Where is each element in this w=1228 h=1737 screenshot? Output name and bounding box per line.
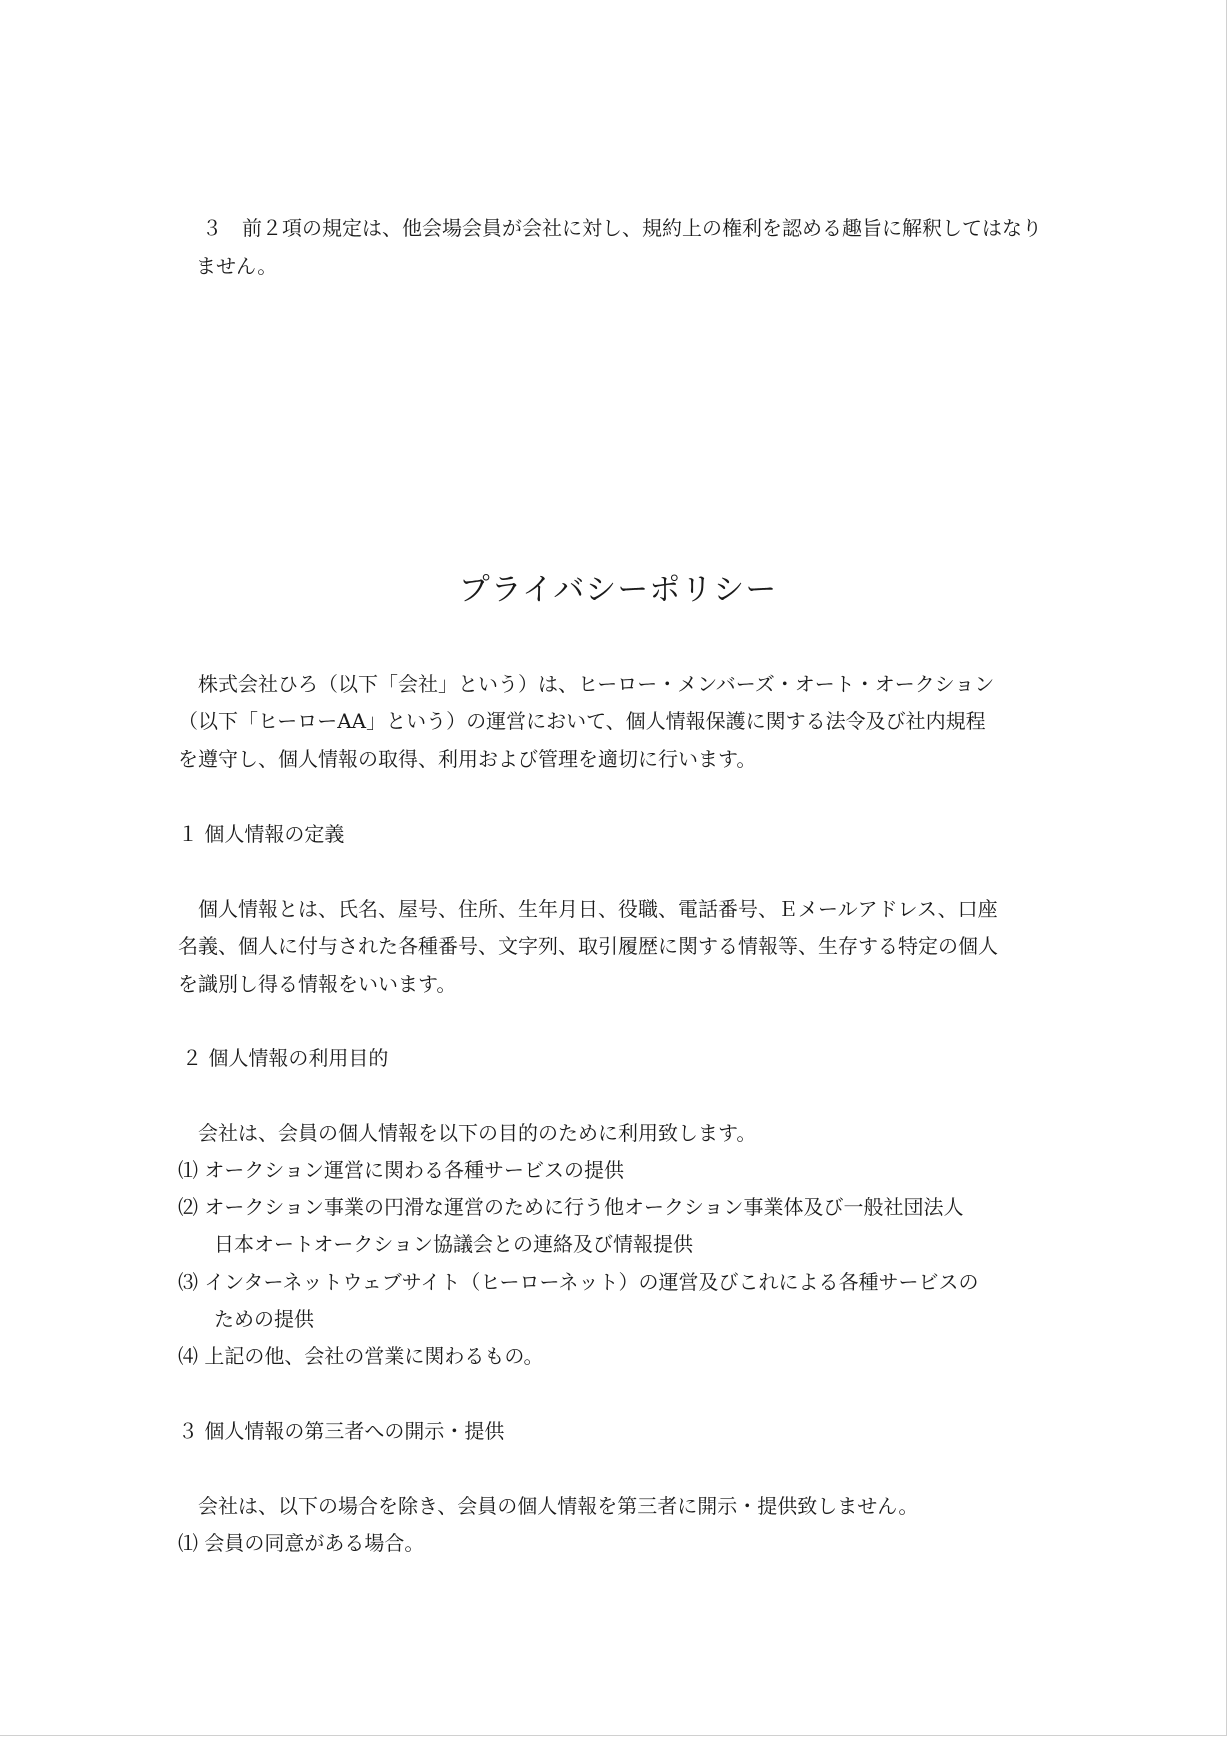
- section1-line-2: 名義、個人に付与された各種番号、文字列、取引履歴に関する情報等、生存する特定の個人: [178, 934, 998, 958]
- section2-item-4: ⑷ 上記の他、会社の営業に関わるもの。: [178, 1344, 544, 1368]
- prev-clause-line-1: ３ 前２項の規定は、他会場会員が会社に対し、規約上の権利を認める趣旨に解釈してはなり: [202, 216, 1042, 240]
- section3-lead: 会社は、以下の場合を除き、会員の個人情報を第三者に開示・提供致しません。: [198, 1494, 919, 1518]
- intro-line-1: 株式会社ひろ（以下「会社」という）は、ヒーロー・メンバーズ・オート・オークション: [198, 672, 995, 696]
- intro-line-2: （以下「ヒーローAA」という）の運営において、個人情報保護に関する法令及び社内規程: [178, 709, 986, 733]
- section2-item-1: ⑴ オークション運営に関わる各種サービスの提供: [178, 1158, 624, 1182]
- section1-line-3: を識別し得る情報をいいます。: [178, 972, 457, 996]
- section3-heading: ３ 個人情報の第三者への開示・提供: [178, 1419, 505, 1443]
- section1-line-1: 個人情報とは、氏名、屋号、住所、生年月日、役職、電話番号、Ｅメールアドレス、口座: [198, 897, 998, 921]
- section1-heading: １ 個人情報の定義: [178, 822, 345, 846]
- section2-item-3-line-1: ⑶ インターネットウェブサイト（ヒーローネット）の運営及びこれによる各種サービスの: [178, 1270, 979, 1294]
- prev-clause-line-2: ません。: [196, 254, 278, 278]
- section2-item-2-line-1: ⑵ オークション事業の円滑な運営のために行う他オークション事業体及び一般社団法人: [178, 1195, 964, 1219]
- intro-line-3: を遵守し、個人情報の取得、利用および管理を適切に行います。: [178, 747, 757, 771]
- page-title: プライバシーポリシー: [458, 572, 778, 608]
- section2-item-3-line-2: ための提供: [214, 1307, 314, 1331]
- section2-heading: ２ 個人情報の利用目的: [182, 1046, 389, 1070]
- section2-item-2-line-2: 日本オートオークション協議会との連絡及び情報提供: [214, 1232, 693, 1256]
- section3-item-1: ⑴ 会員の同意がある場合。: [178, 1531, 425, 1555]
- section2-lead: 会社は、会員の個人情報を以下の目的のために利用致します。: [198, 1121, 757, 1145]
